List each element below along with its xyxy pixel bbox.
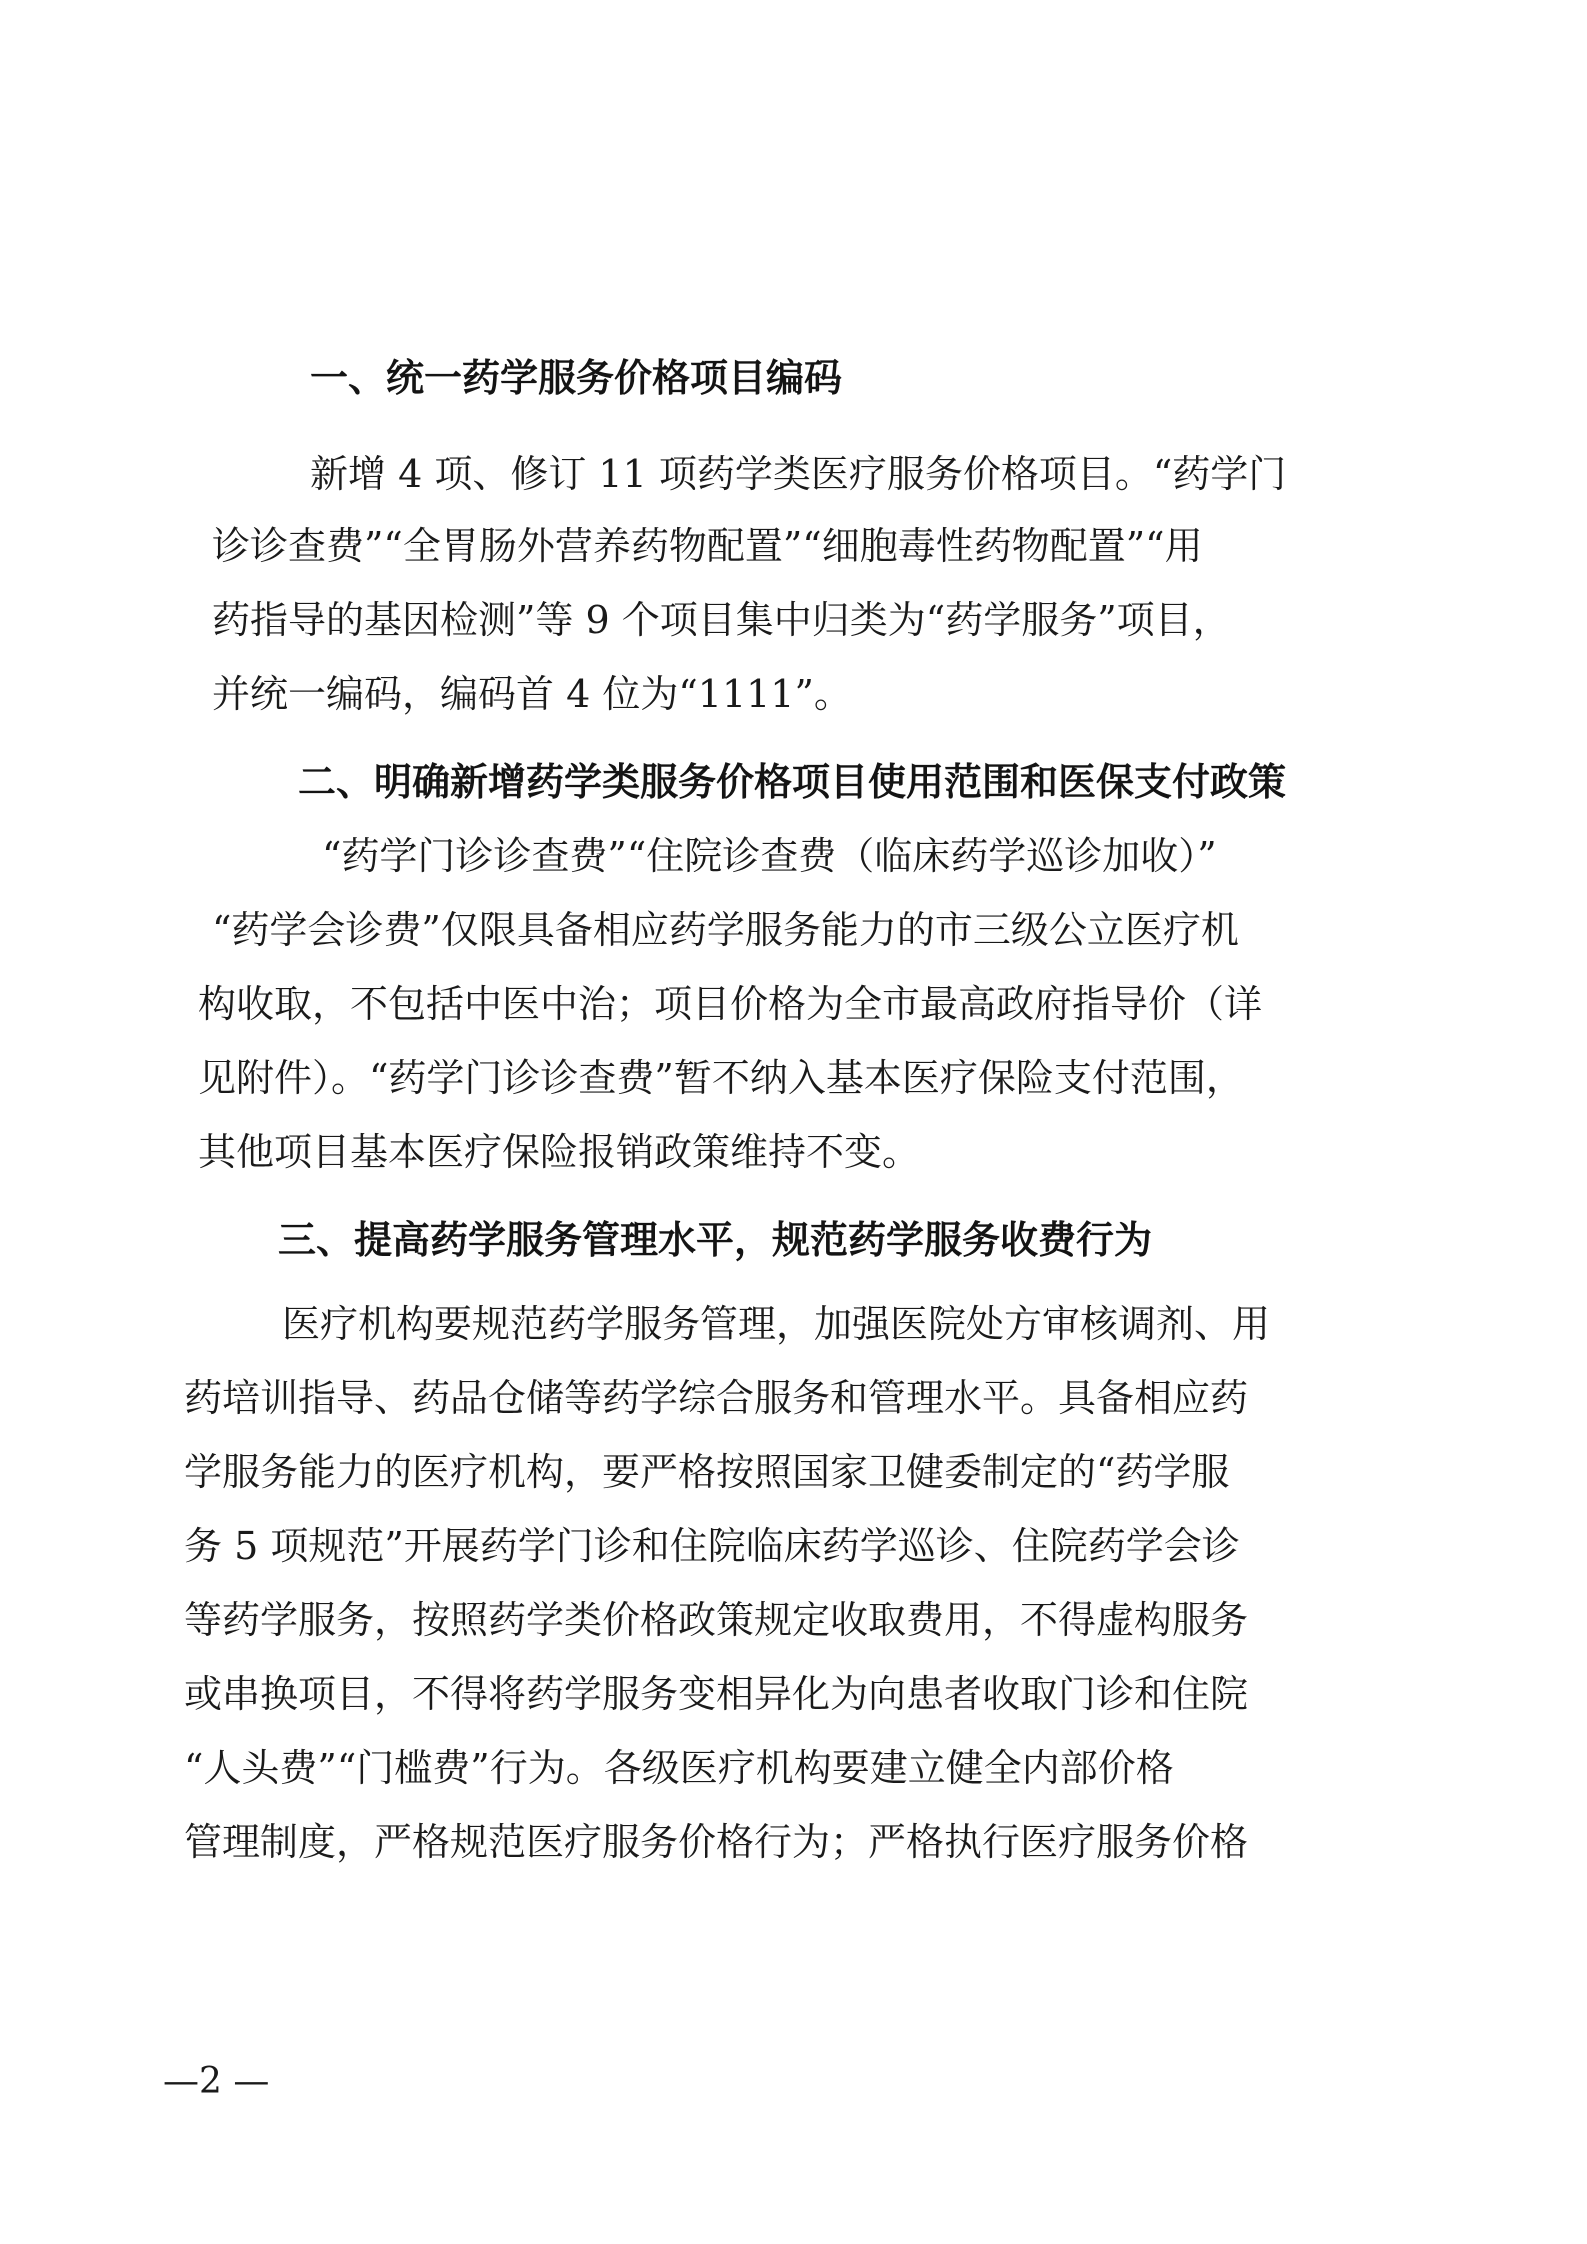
section-3-line-4: 务 5 项规范”开展药学门诊和住院临床药学巡诊、住院药学会诊 [184, 1524, 1240, 1568]
section-3-line-6: 或串换项目，不得将药学服务变相异化为向患者收取门诊和住院 [184, 1672, 1249, 1716]
section-3-line-7: “人头费”“门槛费”行为。各级医疗机构要建立健全内部价格 [184, 1746, 1174, 1790]
section-2-line-1: “药学门诊诊查费”“住院诊查费（临床药学巡诊加收）” [322, 834, 1217, 878]
section-1-line-3: 药指导的基因检测”等 9 个项目集中归类为“药学服务”项目， [212, 598, 1231, 642]
section-3-line-2: 药培训指导、药品仓储等药学综合服务和管理水平。具备相应药 [184, 1376, 1249, 1420]
section-3-line-5: 等药学服务，按照药学类价格政策规定收取费用，不得虚构服务 [184, 1598, 1249, 1642]
page-number: —2 — [163, 2061, 270, 2102]
section-3-line-1: 医疗机构要规范药学服务管理，加强医院处方审核调剂、用 [282, 1302, 1271, 1346]
section-3-heading: 三、提高药学服务管理水平，规范药学服务收费行为 [278, 1218, 1153, 1262]
section-2-line-5: 其他项目基本医疗保险报销政策维持不变。 [198, 1130, 921, 1174]
section-1-line-1: 新增 4 项、修订 11 项药学类医疗服务价格项目。“药学门 [310, 452, 1287, 496]
section-1-line-4: 并统一编码，编码首 4 位为“1111”。 [212, 672, 852, 716]
section-2-line-2: “药学会诊费”仅限具备相应药学服务能力的市三级公立医疗机 [212, 908, 1239, 952]
section-1-line-2: 诊诊查费”“全胃肠外营养药物配置”“细胞毒性药物配置”“用 [212, 524, 1203, 568]
section-2-line-3: 构收取，不包括中医中治；项目价格为全市最高政府指导价（详 [198, 982, 1263, 1026]
section-1-heading: 一、统一药学服务价格项目编码 [310, 356, 843, 400]
section-3-line-8: 管理制度，严格规范医疗服务价格行为；严格执行医疗服务价格 [184, 1820, 1249, 1864]
section-3-line-3: 学服务能力的医疗机构，要严格按照国家卫健委制定的“药学服 [184, 1450, 1230, 1494]
section-2-heading: 二、明确新增药学类服务价格项目使用范围和医保支付政策 [298, 760, 1287, 804]
section-2-line-4: 见附件）。“药学门诊诊查费”暂不纳入基本医疗保险支付范围， [198, 1056, 1244, 1100]
